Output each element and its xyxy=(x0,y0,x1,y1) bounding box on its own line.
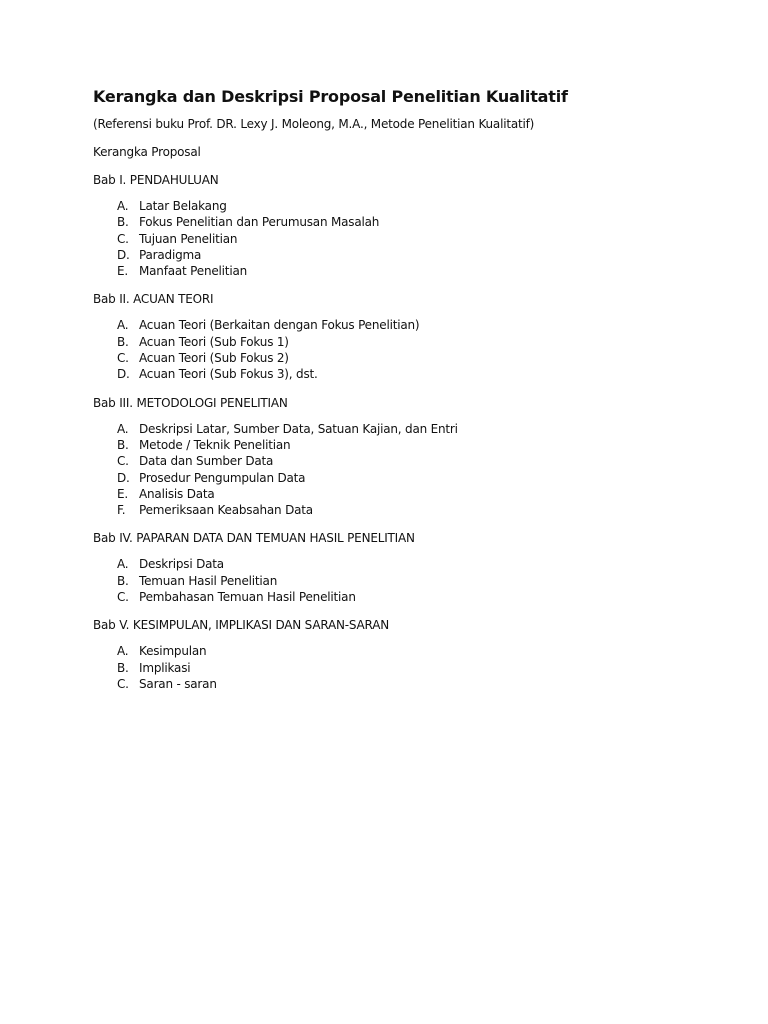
list-item xyxy=(117,214,713,230)
chapter-items xyxy=(117,198,713,279)
chapter-section xyxy=(93,172,713,279)
list-item-letter: C. xyxy=(117,590,129,605)
chapter-heading: Bab IV. PAPARAN DATA DAN TEMUAN HASIL PENELITIAN xyxy=(93,531,415,546)
list-item xyxy=(117,263,713,279)
list-item-letter: C. xyxy=(117,231,129,246)
list-item-letter: E. xyxy=(117,264,128,279)
list-item-letter: C. xyxy=(117,676,129,691)
list-item-letter: A. xyxy=(117,318,129,333)
list-item-text: Prosedur Pengumpulan Data xyxy=(139,470,306,485)
list-item-letter: E. xyxy=(117,486,128,501)
chapter-heading: Bab II. ACUAN TEORI xyxy=(93,292,214,307)
list-item-letter: B. xyxy=(117,334,129,349)
list-item-text: Paradigma xyxy=(139,247,202,262)
list-item-text: Analisis Data xyxy=(139,486,215,501)
list-item-letter: D. xyxy=(117,247,130,262)
list-item xyxy=(117,453,713,469)
list-item-text: Kesimpulan xyxy=(139,644,207,659)
list-item-text: Acuan Teori (Berkaitan dengan Fokus Penelitian) xyxy=(139,318,420,333)
list-item-letter: A. xyxy=(117,199,129,213)
list-item xyxy=(117,556,713,572)
chapter-section xyxy=(93,530,713,605)
list-item xyxy=(117,643,713,659)
outline-label: Kerangka Proposal xyxy=(93,145,201,159)
list-item-text: Saran - saran xyxy=(139,676,217,691)
list-item-letter: C. xyxy=(117,454,129,469)
list-item-letter: A. xyxy=(117,644,129,659)
list-item-letter: A. xyxy=(117,421,129,436)
list-item xyxy=(117,470,713,486)
list-item xyxy=(117,198,713,214)
list-item xyxy=(117,231,713,247)
document-page xyxy=(93,86,713,692)
list-item-letter: B. xyxy=(117,573,129,588)
list-item-letter: D. xyxy=(117,470,130,485)
list-item-text: Temuan Hasil Penelitian xyxy=(139,573,278,588)
chapter-section xyxy=(93,617,713,692)
list-item-letter: B. xyxy=(117,437,129,452)
list-item-text: Deskripsi Latar, Sumber Data, Satuan Kajian, dan Entri xyxy=(139,421,458,436)
list-item xyxy=(117,247,713,263)
list-item-letter: F. xyxy=(117,503,126,518)
list-item-text: Pemeriksaan Keabsahan Data xyxy=(139,503,313,518)
list-item-text: Manfaat Penelitian xyxy=(139,264,248,279)
chapter-items xyxy=(117,556,713,605)
list-item-text: Pembahasan Temuan Hasil Penelitian xyxy=(139,590,356,605)
list-item xyxy=(117,317,713,333)
chapter-heading: Bab V. KESIMPULAN, IMPLIKASI DAN SARAN-SARAN xyxy=(93,618,389,633)
list-item-text: Deskripsi Data xyxy=(139,557,224,572)
chapter-items xyxy=(117,643,713,692)
list-item-text: Data dan Sumber Data xyxy=(139,454,274,469)
list-item xyxy=(117,676,713,692)
list-item xyxy=(117,486,713,502)
chapter-items xyxy=(117,317,713,382)
list-item-letter: B. xyxy=(117,215,129,230)
list-item xyxy=(117,421,713,437)
list-item-letter: C. xyxy=(117,351,129,366)
list-item xyxy=(117,660,713,676)
document-title: Kerangka dan Deskripsi Proposal Penelitian Kualitatif xyxy=(93,87,568,106)
list-item-text: Acuan Teori (Sub Fokus 3), dst. xyxy=(139,367,318,382)
reference-note: (Referensi buku Prof. DR. Lexy J. Moleong, M.A., Metode Penelitian Kualitatif) xyxy=(93,117,535,131)
list-item xyxy=(117,366,713,382)
list-item-letter: A. xyxy=(117,557,129,572)
list-item xyxy=(117,334,713,350)
list-item xyxy=(117,350,713,366)
chapter-section xyxy=(93,395,713,519)
list-item-text: Metode / Teknik Penelitian xyxy=(139,437,291,452)
chapter-items xyxy=(117,421,713,519)
list-item xyxy=(117,502,713,518)
list-item-text: Latar Belakang xyxy=(139,199,227,213)
list-item xyxy=(117,573,713,589)
list-item-text: Tujuan Penelitian xyxy=(139,231,238,246)
chapter-list xyxy=(93,172,713,692)
list-item-text: Acuan Teori (Sub Fokus 1) xyxy=(139,334,289,349)
list-item xyxy=(117,589,713,605)
chapter-heading: Bab I. PENDAHULUAN xyxy=(93,173,219,187)
list-item xyxy=(117,437,713,453)
list-item-text: Fokus Penelitian dan Perumusan Masalah xyxy=(139,215,380,230)
chapter-section xyxy=(93,291,713,382)
list-item-text: Implikasi xyxy=(139,660,191,675)
chapter-heading: Bab III. METODOLOGI PENELITIAN xyxy=(93,395,288,410)
list-item-text: Acuan Teori (Sub Fokus 2) xyxy=(139,351,289,366)
list-item-letter: B. xyxy=(117,660,129,675)
list-item-letter: D. xyxy=(117,367,130,382)
